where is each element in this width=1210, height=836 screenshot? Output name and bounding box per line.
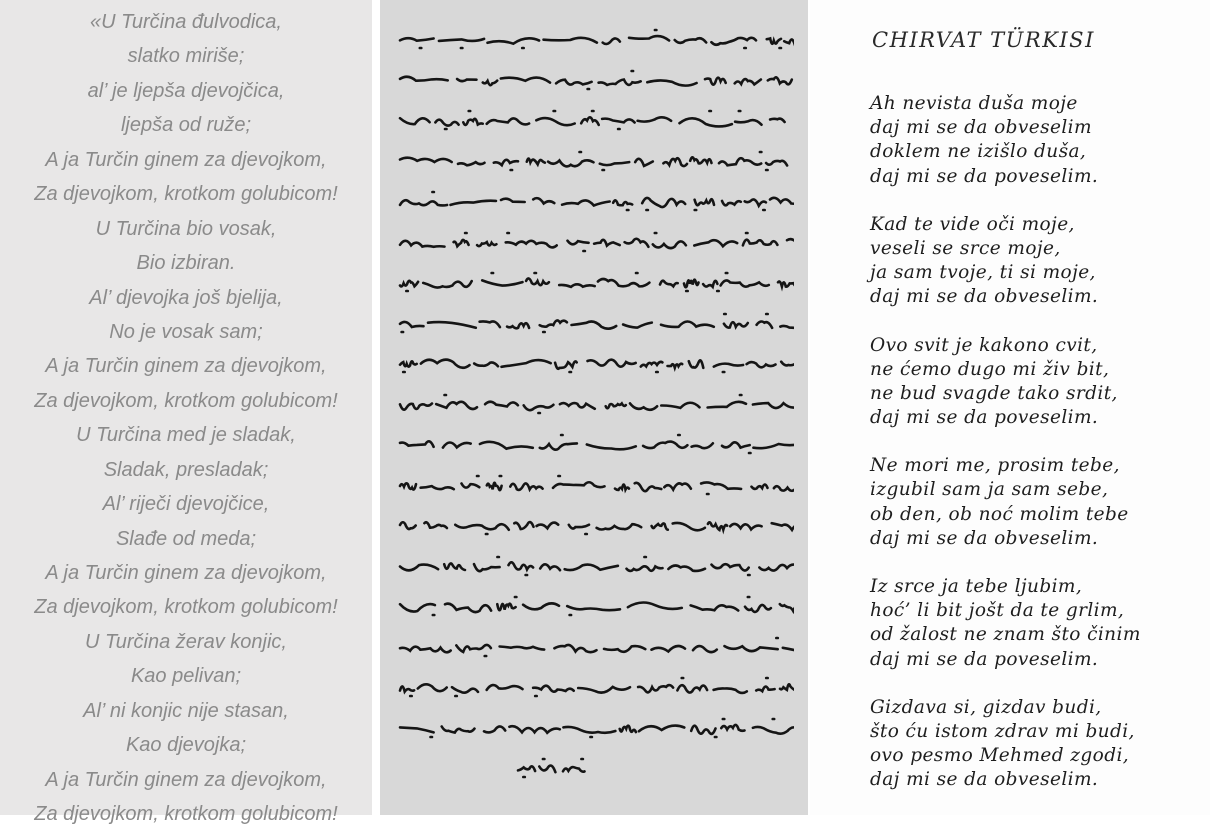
manuscript-line	[398, 231, 794, 253]
manuscript-line	[398, 717, 794, 739]
poem-line: Al’ riječi djevojčice,	[102, 493, 270, 516]
manuscript-line	[398, 757, 794, 779]
poem-line: Sladak, presladak;	[103, 458, 269, 481]
poem-line: Kao djevojka;	[125, 734, 247, 757]
poem-line: ljepša od ruže;	[120, 114, 252, 137]
manuscript-line	[398, 271, 794, 293]
stanza-line: daj mi se da obveselim.	[870, 769, 1099, 791]
poem-line: Al’ djevojka još bjelija,	[89, 286, 283, 309]
stanza-line: ovo pesmo Mehmed zgodi,	[870, 745, 1130, 767]
stanza-line: hoć’ li bit jošt da te grlim,	[870, 600, 1125, 622]
poem-stanzas	[870, 92, 1141, 817]
stanza-line: Iz srce ja tebe ljubim,	[870, 576, 1083, 597]
stanza-line: daj mi se da obveselim	[870, 117, 1092, 139]
stanza	[870, 334, 1141, 431]
left-poem-lines	[0, 9, 372, 836]
stanza-line: doklem ne izišlo duša,	[870, 141, 1087, 163]
poem-line: Bio izbiran.	[136, 252, 236, 275]
stanza-line: daj mi se da obveselim.	[870, 286, 1099, 308]
manuscript-image	[380, 0, 808, 815]
stanza-line: daj mi se da poveselim.	[870, 407, 1099, 429]
stanza-line: veseli se srce moje,	[870, 237, 1061, 259]
stanza	[870, 213, 1141, 310]
stanza-line: daj mi se da poveselim.	[870, 165, 1099, 187]
stanza-line: Kad te vide oči moje,	[870, 213, 1075, 235]
stanza-line: Ne mori me, prosim tebe,	[870, 455, 1120, 477]
manuscript-line	[398, 474, 794, 496]
poem-line: Kao pelivan;	[130, 665, 242, 688]
manuscript-line	[398, 190, 794, 212]
poem-line: A ja Turčin ginem za djevojkom,	[45, 768, 327, 791]
right-poem-panel	[810, 0, 1210, 815]
stanza-line: Ah nevista duša moje	[870, 93, 1078, 114]
stanza-line: ob den, ob noć molim tebe	[870, 503, 1129, 525]
poem-line: A ja Turčin ginem za djevojkom,	[45, 562, 327, 584]
poem-line: al’ je ljepša djevojčica,	[87, 79, 285, 102]
manuscript-line	[398, 514, 794, 536]
poem-line: Za djevojkom, krotkom golubicom!	[34, 596, 338, 619]
manuscript-line	[398, 28, 794, 50]
manuscript-line	[398, 555, 794, 577]
manuscript-line	[398, 352, 794, 374]
stanza-line: daj mi se da obveselim.	[870, 527, 1099, 549]
stanza-line: Gizdava si, gizdav budi,	[870, 696, 1102, 718]
poem-line: A ja Turčin ginem za djevojkom,	[45, 355, 327, 378]
poem-line: «U Turčina đulvodica,	[90, 11, 282, 33]
stanza-line: izgubil sam ja sam sebe,	[870, 479, 1109, 501]
stanza	[870, 696, 1141, 793]
manuscript-line	[398, 433, 794, 455]
stanza-line: ne bud svagde tako srdit,	[870, 382, 1118, 404]
stanza-line: ja sam tvoje, ti si moje,	[870, 262, 1096, 284]
stanza-line: Ovo svit je kakono cvit,	[870, 334, 1098, 356]
stanza-line: daj mi se da poveselim.	[870, 648, 1099, 670]
poem-line: Slađe od meda;	[115, 527, 257, 550]
poem-line: U Turčina bio vosak,	[95, 217, 277, 240]
poem-line: U Turčina med je sladak,	[76, 424, 296, 447]
manuscript-line	[398, 393, 794, 415]
stanza-line: što ću istom zdrav mi budi,	[870, 720, 1135, 742]
manuscript-line	[398, 595, 794, 617]
stanza	[870, 92, 1141, 189]
stanza	[870, 454, 1141, 551]
manuscript-line	[398, 676, 794, 698]
poem-line: Za djevojkom, krotkom golubicom!	[34, 389, 338, 412]
manuscript-line	[398, 150, 794, 172]
stanza-line: od žalost ne znam što činim	[870, 624, 1141, 646]
poem-line: U Turčina žerav konjic,	[85, 630, 287, 653]
poem-title: CHIRVAT TÜRKISI	[872, 28, 1095, 52]
stanza-line: ne ćemo dugo mi živ bit,	[870, 358, 1110, 380]
stanza	[870, 575, 1141, 672]
left-poem-panel	[0, 0, 372, 826]
poem-line: A ja Turčin ginem za djevojkom,	[45, 148, 327, 171]
poem-line: Za djevojkom, krotkom golubicom!	[34, 183, 338, 206]
manuscript-line	[398, 636, 794, 658]
poem-line: Al’ ni konjic nije stasan,	[83, 699, 289, 722]
manuscript-line	[398, 109, 794, 131]
poem-line: No je vosak sam;	[109, 320, 263, 343]
manuscript-line	[398, 69, 794, 91]
poem-line: Za djevojkom, krotkom golubicom!	[34, 803, 338, 826]
poem-line: slatko miriše;	[127, 45, 245, 68]
manuscript-line	[398, 312, 794, 334]
